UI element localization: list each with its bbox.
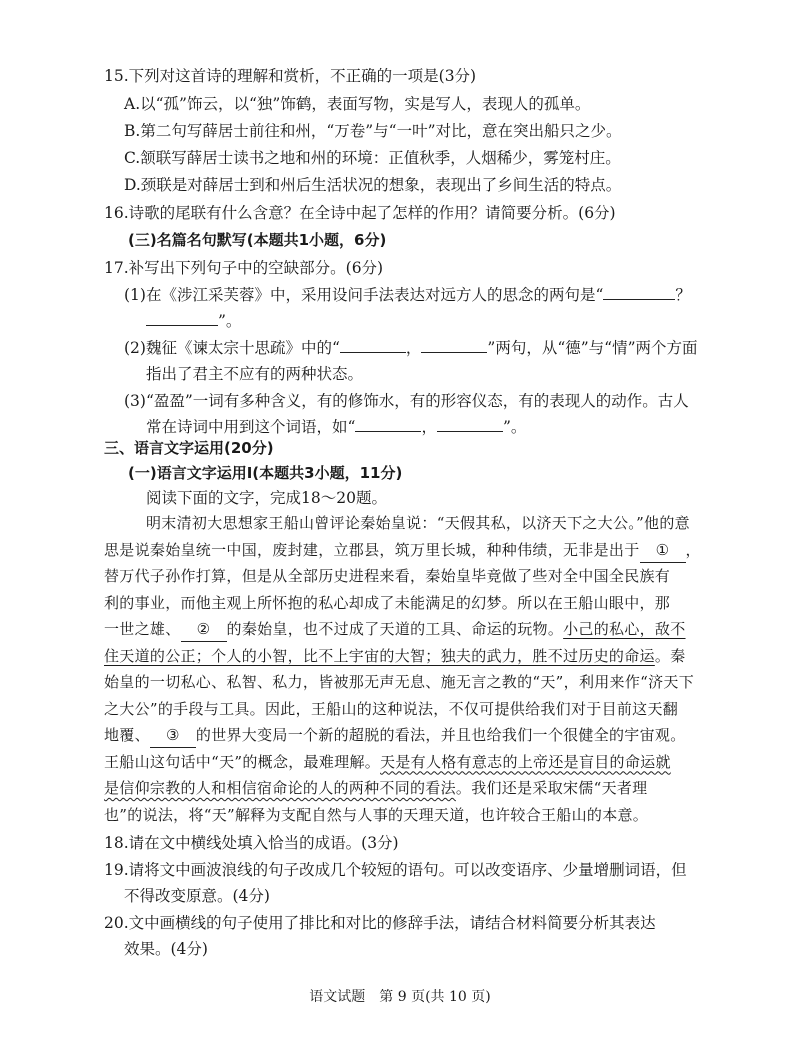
passage-line: 也”的说法，将“天”解释为支配自然与人事的天理天道，也许较合王船山的本意。 <box>104 805 649 824</box>
q17-part2-line1 <box>124 336 698 360</box>
q18-stem: 18.请在文中横线处填入恰当的成语。(3分) <box>104 834 399 852</box>
q15-option-a: A.以“孤”饰云，以“独”饰鹤，表面写物，实是写人，表现人的孤单。 <box>124 95 591 113</box>
q17-part1-line1 <box>124 283 691 307</box>
q19-stem-line1: 19.请将文中画波浪线的句子改成几个较短的语句。可以改变语序、少量增删词语，但 <box>104 860 687 879</box>
passage-line <box>104 617 686 642</box>
q17-part1-end: ”。 <box>218 312 242 330</box>
q17-part1-text: (1)在《涉江采芙蓉》中，采用设问手法表达对远方人的思念的两句是“ <box>124 286 604 304</box>
passage-text: ， <box>685 540 701 559</box>
q20-stem-line2: 效果。(4分) <box>124 940 208 958</box>
q16-stem: 16.诗歌的尾联有什么含意？在全诗中起了怎样的作用？请简要分析。(6分) <box>104 204 616 222</box>
passage-line: 明末清初大思想家王船山曾评论秦始皇说：“天假其私，以济天下之大公。”他的意 <box>146 514 690 532</box>
q17-part2-text: (2)魏征《谏太宗十思疏》中的“ <box>124 339 340 357</box>
q17-part3-end: ”。 <box>502 418 527 436</box>
passage-line <box>104 776 647 800</box>
blank-marker-1: ① <box>640 538 686 563</box>
answer-blank <box>146 309 218 326</box>
q17-part2-tail: ”两句，从“德”与“情”两个方面 <box>487 339 698 357</box>
passage-text: 思是说秦始皇统一中国，废封建，立郡县，筑万里长城，种种伟绩，无非是出于 <box>104 540 640 559</box>
q17-part1-question-mark: ？ <box>675 286 691 304</box>
wavy-sentence: 是信仰宗教的人和相信宿命论的人的两种不同的看法 <box>104 779 456 797</box>
passage-line <box>104 644 685 668</box>
q17-part3-line1: (3)“盈盈”一词有多种含义，有的修饰水，有的形容仪态，有的表现人的动作。古人 <box>124 392 689 410</box>
q15-option-b: B.第二句写薛居士前往和州，“万卷”与“一叶”对比，意在突出船只之少。 <box>124 122 622 140</box>
underlined-sentence: 住天道的公正；个人的小智，比不上宇宙的大智；独夫的武力，胜不过历史的命运 <box>104 646 655 665</box>
q15-stem: 15.下列对这首诗的理解和赏析，不正确的一项是(3分) <box>104 67 477 85</box>
subsection-1-title: (一)语言文字运用Ⅰ(本题共3小题，11分) <box>128 464 403 482</box>
reading-instruction: 阅读下面的文字，完成18～20题。 <box>146 489 387 507</box>
q15-option-d: D.颈联是对薛居士到和州后生活状况的想象，表现出了乡间生活的特点。 <box>124 176 622 194</box>
q17-part3-text: 常在诗词中用到这个词语，如“ <box>146 418 356 436</box>
passage-text: 。我们还是采取宋儒“天者理 <box>455 779 648 797</box>
passage-line <box>104 538 701 563</box>
q17-stem: 17.补写出下列句子中的空缺部分。(6分) <box>104 259 384 277</box>
passage-text: 的世界大变局一个新的超脱的看法，并且也给我们一个很健全的宇宙观。 <box>195 726 686 744</box>
passage-line <box>104 750 671 774</box>
passage-line <box>104 723 686 748</box>
section-3-title: (三)名篇名句默写(本题共1小题，6分) <box>128 231 387 249</box>
q15-option-c: C.颔联写薛居士读书之地和州的环境：正值秋季，人烟稀少，雾笼村庄。 <box>124 149 621 167</box>
answer-blank <box>421 336 487 353</box>
passage-text: 一世之雄、 <box>104 620 181 638</box>
passage-text: 王船山这句话中“天”的概念，最难理解。 <box>104 752 381 771</box>
passage-line: 之大公”的手段与工具。因此，王船山的这种说法，不仅可提供给我们对于目前这天翻 <box>104 699 679 718</box>
q20-stem-line1: 20.文中画横线的句子使用了排比和对比的修辞手法，请结合材料简要分析其表达 <box>104 913 656 932</box>
answer-blank <box>437 415 503 432</box>
q17-part2-line2: 指出了君主不应有的两种状态。 <box>146 365 364 383</box>
answer-blank <box>603 283 675 300</box>
passage-text: 地覆、 <box>104 726 150 744</box>
answer-blank <box>340 336 406 353</box>
q17-part1-line2 <box>146 309 241 333</box>
passage-text: 。秦 <box>654 646 686 665</box>
passage-line: 替万代子孙作打算，但是从全部历史进程来看，秦始皇毕竟做了些对全中国全民族有 <box>104 567 671 585</box>
q19-stem-line2: 不得改变原意。(4分) <box>124 887 270 905</box>
blank-marker-3: ③ <box>150 723 196 748</box>
wavy-sentence: 天是有人格有意志的上帝还是盲目的命运就 <box>380 752 671 771</box>
page-footer: 语文试题 第 9 页(共 10 页) <box>309 989 491 1005</box>
answer-blank <box>355 415 421 432</box>
underlined-sentence: 小己的私心，敌不 <box>563 620 686 638</box>
passage-line: 利的事业，而他主观上所怀抱的私心却成了未能满足的幻梦。所以在王船山眼中，那 <box>104 593 671 612</box>
passage-text: 的秦始皇，也不过成了天道的工具、命运的玩物。 <box>226 620 564 638</box>
part-3-title: 三、语言文字运用(20分) <box>104 439 274 457</box>
q17-part3-comma: ， <box>421 418 437 436</box>
passage-line: 始皇的一切私心、私智、私力，皆被那无声无息、施无言之教的“天”，利用来作“济天下 <box>104 673 695 691</box>
blank-marker-2: ② <box>181 617 227 642</box>
q17-part2-comma: ， <box>405 339 422 357</box>
